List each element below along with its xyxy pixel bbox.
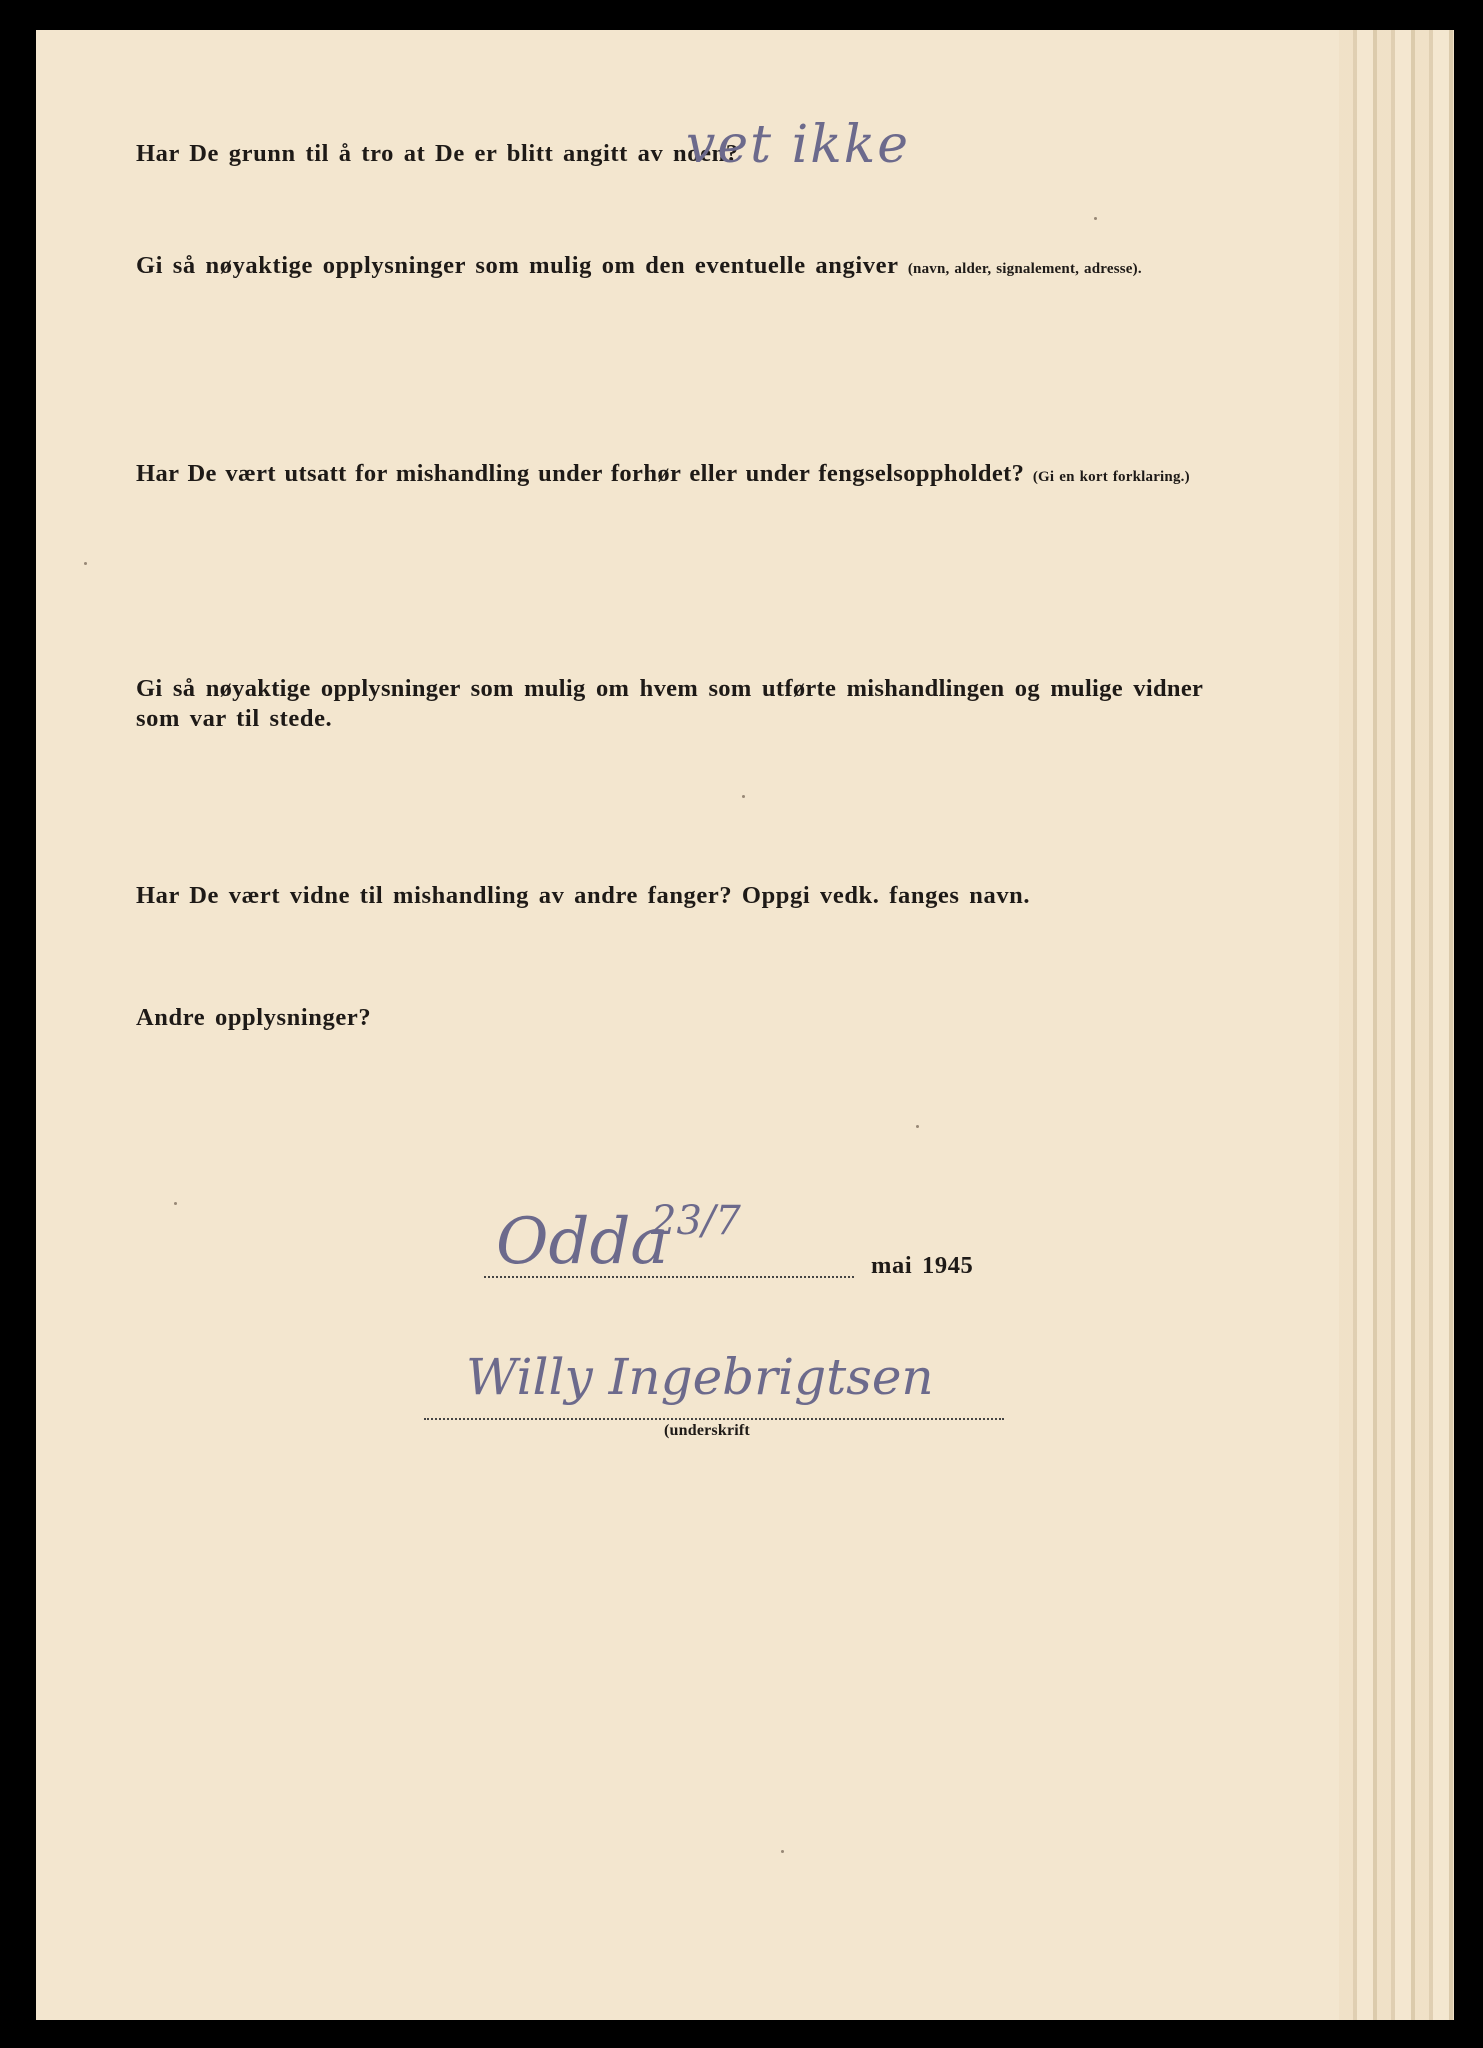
question-perpetrators-line1: Gi så nøyaktige opplysninger som mulig om hvem som utførte mishandlingen og mulige vidner xyxy=(136,675,1204,702)
question-other-info: Andre opplysninger? xyxy=(136,1004,372,1031)
paper-speck xyxy=(174,1202,177,1205)
question-witness: Har De vært vidne til mishandling av andre fanger? Oppgi vedk. fanges navn. xyxy=(136,882,1031,909)
question-informer-details-note: (navn, alder, signalement, adresse). xyxy=(907,261,1142,277)
paper-speck xyxy=(1094,217,1097,220)
question-informer: Har De grunn til å tro at De er blitt angitt av noen? xyxy=(136,140,739,167)
question-perpetrators-line2: som var til stede. xyxy=(136,705,333,732)
question-mistreatment-text: Har De vært utsatt for mishandling under forhør eller under fengselsoppholdet? xyxy=(136,460,1025,487)
signature-label: (underskrift xyxy=(664,1422,750,1439)
page-edge-stripes xyxy=(1339,30,1454,2020)
question-informer-details xyxy=(136,252,1142,280)
paper-speck xyxy=(781,1850,784,1853)
question-mistreatment-note: (Gi en kort forklaring.) xyxy=(1032,469,1190,485)
paper-speck xyxy=(742,795,745,798)
paper-speck xyxy=(916,1125,919,1128)
question-mistreatment xyxy=(136,460,1190,488)
question-informer-details-text: Gi så nøyaktige opplysninger som mulig om den eventuelle angiver xyxy=(136,252,899,279)
signature-dotted-line xyxy=(424,1418,1004,1420)
place-date-dotted-line xyxy=(484,1276,854,1278)
answer-informer-handwritten: vet ikke xyxy=(686,115,910,175)
place-handwritten: Odda xyxy=(496,1205,669,1279)
signature-handwritten: Willy Ingebrigtsen xyxy=(466,1348,934,1406)
paper-speck xyxy=(84,562,87,565)
printed-date: mai 1945 xyxy=(871,1252,974,1279)
form-page xyxy=(36,30,1454,2020)
day-month-handwritten: 23/7 xyxy=(651,1198,741,1244)
